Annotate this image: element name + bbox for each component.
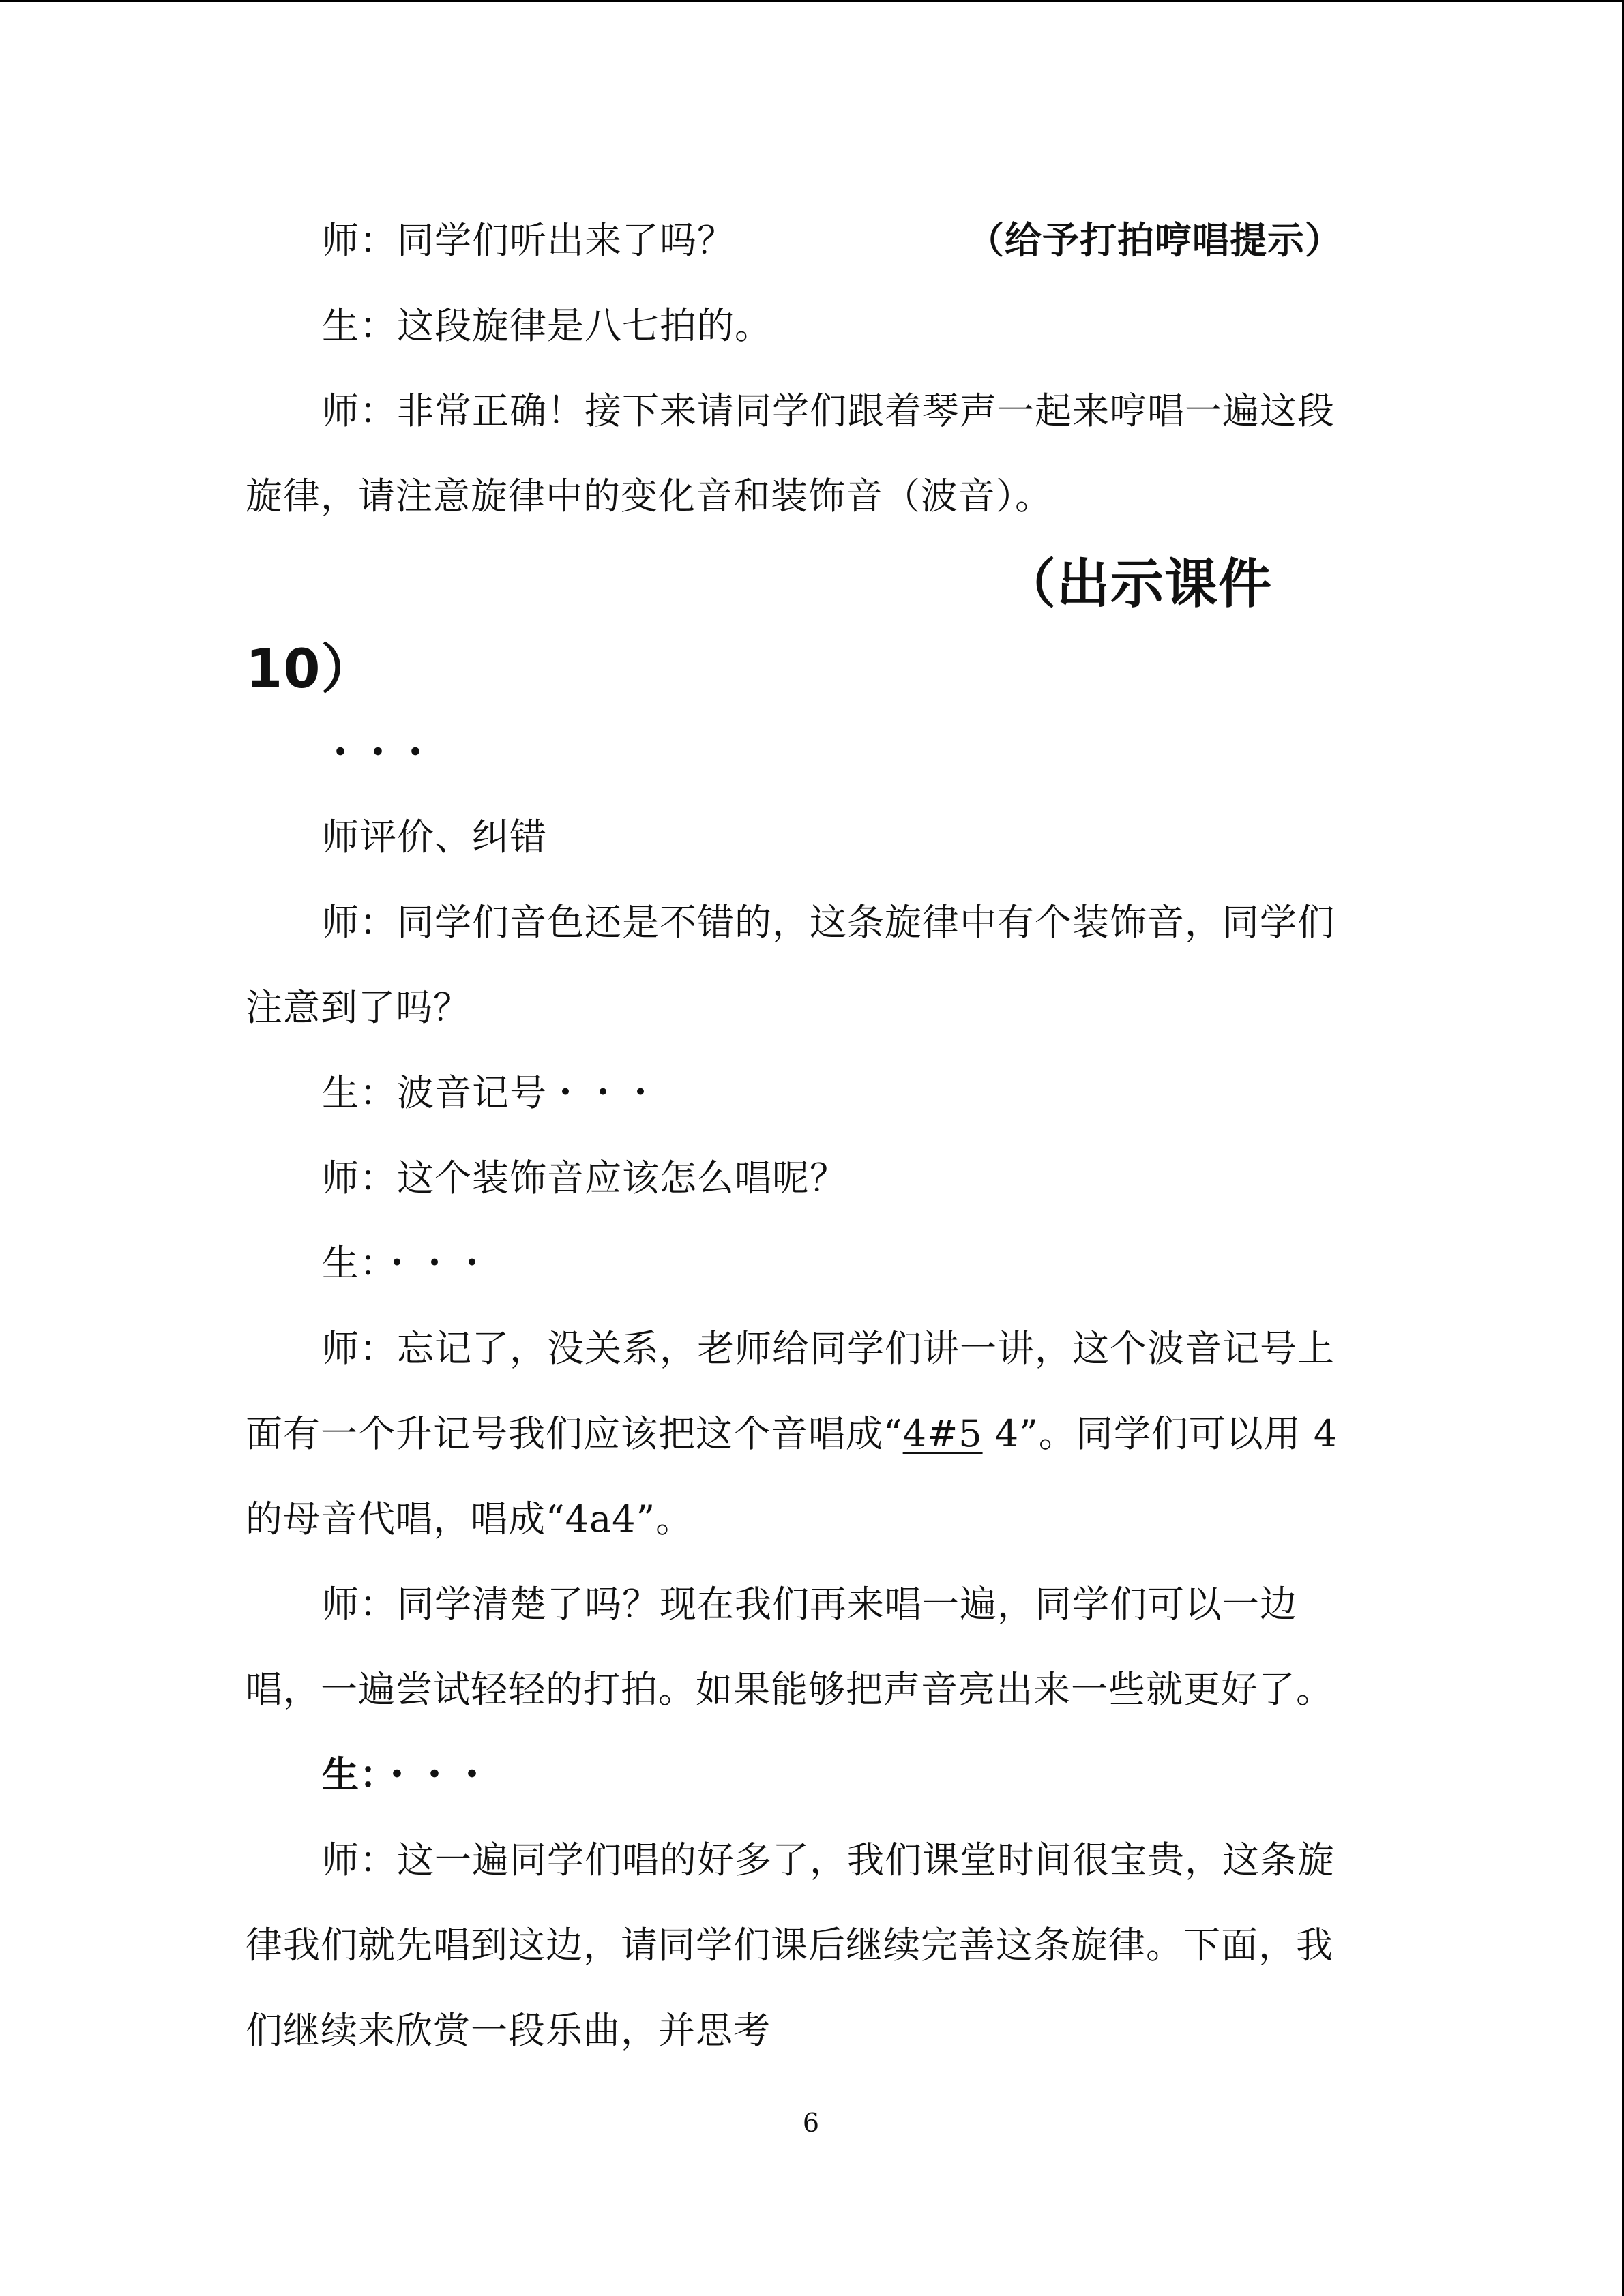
teacher-line-7-cont-2: 们继续来欣赏一段乐曲，并思考 <box>246 2009 771 2052</box>
teacher-line-5: 师：忘记了，没关系，老师给同学们讲一讲，这个波音记号上 <box>322 1327 1335 1370</box>
student-line-2: 生：波音记号・・・ <box>322 1071 660 1114</box>
student-line-3: 生：・・・ <box>322 1242 491 1285</box>
teacher-line-6: 师：同学清楚了吗？现在我们再来唱一遍，同学们可以一边 <box>322 1583 1297 1626</box>
teacher-line-3-cont: 注意到了吗？ <box>246 986 471 1029</box>
courseware-cue: （出示课件 <box>1003 554 1273 615</box>
teacher-line-7: 师：这一遍同学们唱的好多了，我们课堂时间很宝贵，这条旋 <box>322 1838 1335 1881</box>
text-after-notation: 4”。同学们可以用 4 <box>982 1412 1338 1455</box>
teacher-line-3: 师：同学们音色还是不错的，这条旋律中有个装饰音，同学们 <box>322 901 1335 944</box>
teacher-line-4: 师：这个装饰音应该怎么唱呢？ <box>322 1157 847 1199</box>
student-line-1: 生：这段旋律是八七拍的。 <box>322 304 772 347</box>
teacher-line-5-cont <box>246 1410 1338 1458</box>
ellipsis-line: ・・・ <box>322 731 434 774</box>
courseware-cue-number: 10） <box>246 639 375 700</box>
teacher-evaluation: 师评价、纠错 <box>322 816 547 859</box>
teacher-line-2-cont: 旋律，请注意旋律中的变化音和装饰音（波音）。 <box>246 475 1052 518</box>
page-number: 6 <box>802 2108 820 2138</box>
teacher-line-6-cont: 唱，一遍尝试轻轻的打拍。如果能够把声音亮出来一些就更好了。 <box>246 1668 1333 1711</box>
teacher-line-1: 师：同学们听出来了吗？ <box>322 219 735 262</box>
underlined-notation: 4#5 <box>902 1412 983 1455</box>
stage-direction-hint: （给予打拍哼唱提示） <box>967 219 1342 262</box>
teacher-line-7-cont: 律我们就先唱到这边，请同学们课后继续完善这条旋律。下面，我 <box>246 1924 1333 1967</box>
teacher-line-2: 师：非常正确！接下来请同学们跟着琴声一起来哼唱一遍这段 <box>322 389 1335 432</box>
teacher-line-5-cont-2: 的母音代唱，唱成“4a4”。 <box>246 1497 694 1540</box>
text-before-notation: 面有一个升记号我们应该把这个音唱成“ <box>246 1412 903 1455</box>
student-line-4: 生：・・・ <box>322 1753 491 1796</box>
